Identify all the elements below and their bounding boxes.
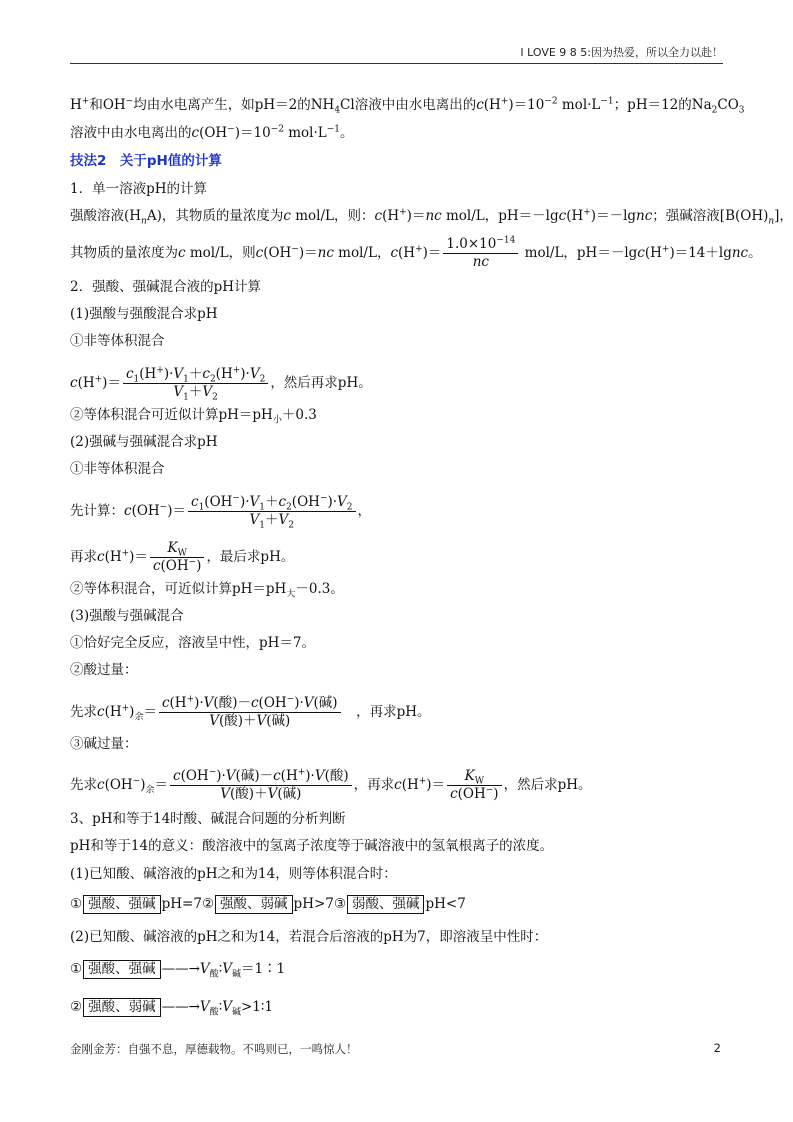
s1-acid-line: 强酸溶液$(H_nA)$，其物质的量浓度为c mol/L，则：c(H+)＝nc mol/L，pH＝－lgc(H+)＝－lgnc；强碱溶液$[B(OH)_n]$， bbox=[70, 207, 793, 227]
section-heading: 技法2 关于pH值的计算 bbox=[70, 153, 222, 169]
s3-row3: ② 强酸、弱碱 $——\to V_酸∶V_碱>1∶1$ bbox=[70, 999, 273, 1018]
header-rule bbox=[70, 63, 723, 64]
s2b-then: 再求c(H+)＝ $\frac{K_W}{c(OH^-)}$ ，最后求pH。 bbox=[70, 540, 295, 574]
kw-fraction: $\frac{1.0\times 10^{-14}}{nc}$ bbox=[443, 236, 518, 271]
s3-p1: (1)已知酸、碱溶液的pH之和为14，则等体积混合时： bbox=[70, 866, 397, 882]
s2-title: 2．强酸、强碱混合液的pH计算 bbox=[70, 279, 262, 295]
s2b-formula: 先计算：c(OH−)＝ $\frac{c_1(OH^-)\cdot V_1+c_2(OH^-)\cdot V_2}{V_1+V_2}$ ， bbox=[70, 493, 371, 531]
s2c-3: ③碱过量： bbox=[70, 736, 138, 752]
s2a-formula: c(H+)＝ $\frac{c_1(H^+)\cdot V_1+c_2(H^+)\cdot V_2}{V_1+V_2}$ ，然后再求pH。 bbox=[70, 365, 372, 403]
s3-meaning: pH和等于14的意义：酸溶液中的氢离子浓度等于碱溶液中的氢氧根离子的浓度。 bbox=[70, 838, 554, 854]
footer-motto: 金刚金芳：自强不息，厚德载物。不鸣则已，一鸣惊人！ bbox=[70, 1042, 358, 1056]
intro-line-1: H+和OH−均由水电离产生，如pH＝2的$NH_4Cl$溶液中由水电离出的$c(H^+)=10^{-2}$ $mol\cdot L^{-1}$；pH＝12的$Na_2CO_3$ bbox=[70, 96, 745, 116]
s2c-1: ①恰好完全反应，溶液呈中性，pH＝7。 bbox=[70, 635, 316, 651]
page-number: 2 bbox=[713, 1041, 721, 1055]
s2c-2-formula: 先求$c(H^+)_余=$ $\frac{c(H^+)\cdot V(酸)-c(OH^-)\cdot V(碱)}{\text{V(酸)＋V(碱)}}$ ，再求pH。 bbox=[70, 694, 431, 729]
box-strong-acid-strong-base: 强酸、强碱 bbox=[83, 895, 161, 914]
s2b-2: ②等体积混合，可近似计算$pH=pH_大-0.3$。 bbox=[70, 581, 344, 600]
s3-row1: ① 强酸、强碱 pH=7② 强酸、弱碱 pH>7③ 弱酸、强碱 pH<7 bbox=[70, 896, 466, 912]
s3-row2: ① 强酸、强碱 $——\to V_酸∶V_碱=1∶1$ bbox=[70, 961, 286, 980]
s1-title: 1．单一溶液pH的计算 bbox=[70, 181, 208, 197]
s2a-1: ①非等体积混合 bbox=[70, 333, 165, 349]
page-header: I LOVE 9 8 5:因为热爱，所以全力以赴！ bbox=[520, 46, 723, 59]
s3-p2: (2)已知酸、碱溶液的pH之和为14，若混合后溶液的pH为7，即溶液呈中性时： bbox=[70, 929, 548, 945]
intro-line-2: 溶液中由水电离出的$c(OH^-)=10^{-2}$ $mol\cdot L^{-1}$。 bbox=[70, 124, 354, 141]
s2c-3-formula: 先求$c(OH^-)_余=$ $\frac{c(OH^-)\cdot V(碱)-c(H^+)\cdot V(酸)}{\text{V(酸)＋V(碱)}}$ ，再求c(H+)＝ $\frac{K_W}{c(OH^-)}$ ，然后求pH。 bbox=[70, 767, 592, 802]
s2c-title: (3)强酸与强碱混合 bbox=[70, 608, 184, 624]
box-strong-acid-weak-base: 强酸、弱碱 bbox=[215, 895, 293, 914]
s2b-1: ①非等体积混合 bbox=[70, 461, 165, 477]
s1-base-line: 其物质的量浓度为c mol/L，则c(OH−)＝nc mol/L，c(H+)＝ $\frac{1.0\times 10^{-14}}{nc}$ mol/L，pH＝－lgc(H+)＝14＋lgnc。 bbox=[70, 235, 762, 270]
s2c-2: ②酸过量： bbox=[70, 662, 138, 678]
s2b-title: (2)强碱与强碱混合求pH bbox=[70, 434, 218, 450]
box-weak-acid-strong-base: 弱酸、强碱 bbox=[347, 895, 425, 914]
s2a-title: (1)强酸与强酸混合求pH bbox=[70, 306, 218, 322]
s3-title: 3、pH和等于14时酸、碱混合问题的分析判断 bbox=[70, 811, 346, 827]
s2a-2: ②等体积混合可近似计算$pH=pH_小+0.3$ bbox=[70, 407, 317, 426]
